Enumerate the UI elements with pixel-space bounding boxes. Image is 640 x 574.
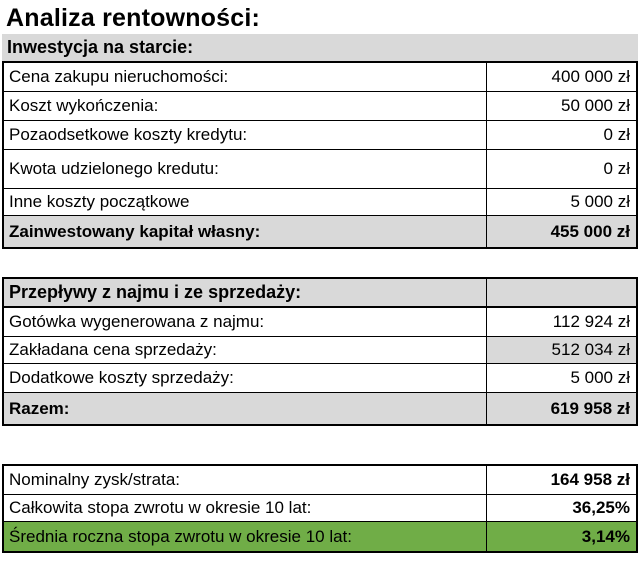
table-row-total-return[interactable] <box>4 495 636 522</box>
row-value-cell[interactable]: 3,14% <box>486 522 636 551</box>
row-label-cell[interactable]: Dodatkowe koszty sprzedaży: <box>9 368 234 387</box>
row-value-cell[interactable]: 0 zł <box>486 121 636 149</box>
table-row[interactable] <box>4 121 636 150</box>
table-cashflows <box>2 277 638 426</box>
row-label-cell[interactable]: Całkowita stopa zwrotu w okresie 10 lat: <box>9 498 312 517</box>
row-value-cell[interactable] <box>486 279 636 306</box>
row-value-cell[interactable]: 5 000 zł <box>486 364 636 392</box>
row-label-cell[interactable]: Inne koszty początkowe <box>9 192 190 211</box>
table-row-total-invested-capital[interactable] <box>4 216 636 247</box>
section-gap <box>2 249 638 277</box>
row-label-cell[interactable]: Cena zakupu nieruchomości: <box>9 67 229 86</box>
table-row-annual-return-highlight[interactable] <box>4 522 636 551</box>
table-row[interactable] <box>4 150 636 189</box>
row-value-cell[interactable]: 50 000 zł <box>486 92 636 120</box>
row-label-cell[interactable]: Zainwestowany kapitał własny: <box>9 221 261 241</box>
row-value-cell[interactable]: 0 zł <box>486 150 636 188</box>
row-label-cell[interactable]: Razem: <box>9 398 70 418</box>
table-row-total-sum[interactable] <box>4 393 636 424</box>
spreadsheet-region <box>2 0 638 553</box>
row-value-cell[interactable]: 512 034 zł <box>486 337 636 363</box>
row-value-cell[interactable]: 455 000 zł <box>486 216 636 247</box>
row-label-cell[interactable]: Pozaodsetkowe koszty kredytu: <box>9 125 248 144</box>
row-value-cell[interactable]: 164 958 zł <box>486 466 636 494</box>
section-header-cashflows[interactable] <box>4 279 636 308</box>
row-value-cell[interactable]: 619 958 zł <box>486 393 636 424</box>
row-label-cell[interactable]: Nominalny zysk/strata: <box>9 470 180 489</box>
table-row[interactable] <box>4 308 636 337</box>
table-results <box>2 464 638 553</box>
table-row[interactable] <box>4 189 636 216</box>
row-label-cell[interactable]: Gotówka wygenerowana z najmu: <box>9 312 265 331</box>
row-label-cell[interactable]: Średnia roczna stopa zwrotu w okresie 10 lat: <box>9 526 353 546</box>
row-label-cell[interactable]: Kwota udzielonego kredutu: <box>9 159 219 178</box>
section-gap <box>2 426 638 464</box>
table-row[interactable] <box>4 92 636 121</box>
page-title: Analiza rentowności: <box>6 4 261 32</box>
row-label-cell[interactable]: Zakładana cena sprzedaży: <box>9 340 217 359</box>
table-row[interactable] <box>4 364 636 393</box>
row-label-cell[interactable]: Koszt wykończenia: <box>9 96 159 115</box>
row-label-cell[interactable]: Przepływy z najmu i ze sprzedaży: <box>9 282 302 302</box>
table-row-nominal-profit[interactable] <box>4 466 636 495</box>
table-investment <box>2 34 638 249</box>
table-investment-body <box>2 61 638 249</box>
section-header-investment[interactable]: Inwestycja na starcie: <box>2 34 638 61</box>
table-row[interactable] <box>4 63 636 92</box>
table-row[interactable] <box>4 337 636 364</box>
row-value-cell[interactable]: 36,25% <box>486 495 636 521</box>
row-value-cell[interactable]: 112 924 zł <box>486 308 636 336</box>
row-value-cell[interactable]: 5 000 zł <box>486 189 636 215</box>
row-value-cell[interactable]: 400 000 zł <box>486 63 636 91</box>
